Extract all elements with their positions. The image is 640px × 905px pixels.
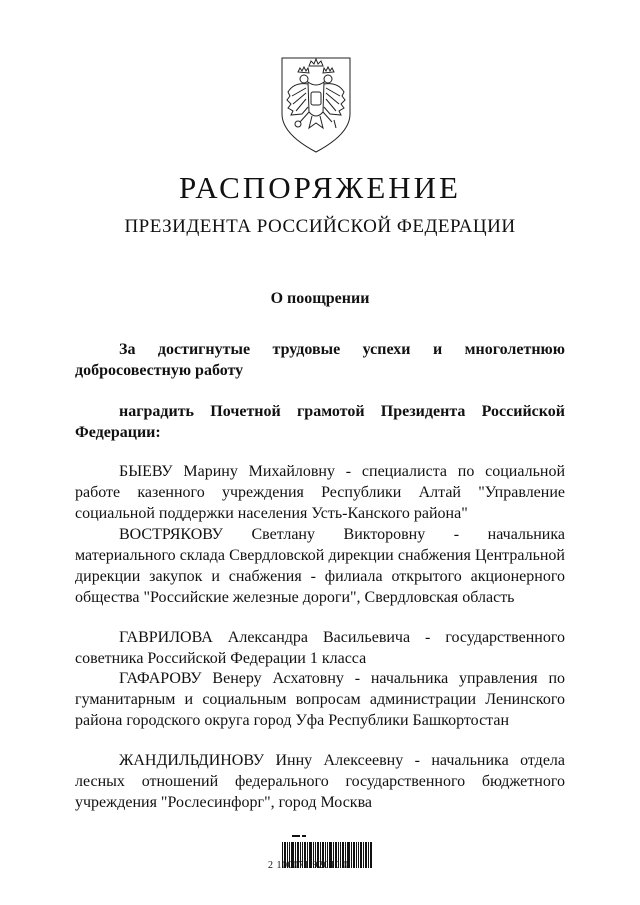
document-subtitle: ПРЕЗИДЕНТА РОССИЙСКОЙ ФЕДЕРАЦИИ (124, 216, 516, 237)
awardee-item: ЖАНДИЛЬДИНОВУ Инну Алексеевну - начальника отдела лесных отношений федерального государственного бюджетного учреждения "Рослесинфорг", город Москва (75, 752, 565, 811)
decision-paragraph: наградить Почетной грамотой Президента Российской Федерации: (75, 403, 565, 441)
awardee-item: ГАВРИЛОВА Александра Васильевича - государственного советника Российской Федерации 1 класса (75, 629, 565, 667)
awardee-item: ГАФАРОВУ Венеру Асхатовну - начальника управления по гуманитарным и социальным вопросам администрации Ленинского района городского округа город Уфа Республики Башкортостан (75, 670, 565, 729)
awardee-item: ВОСТРЯКОВУ Светлану Викторовну - начальника материального склада Свердловской дирекции снабжения Центральной дирекции закупок и снабжения - филиала открытого акционерного общества "Российские железные дороги", Свердловская область (75, 526, 565, 606)
awardee-item: БЫЕВУ Марину Михайловну - специалиста по социальной работе казенного учреждения Республики Алтай "Управление социальной поддержки населения Усть-Канского района" (75, 463, 565, 522)
document-subject: О поощрении (270, 290, 370, 307)
document-title: РАСПОРЯЖЕНИЕ (179, 170, 461, 205)
preamble-paragraph: За достигнутые трудовые успехи и многолетнюю добросовестную работу (75, 341, 565, 379)
barcode-number: 2 100071 92040 0 (268, 860, 349, 871)
coat-of-arms-emblem (276, 52, 356, 157)
